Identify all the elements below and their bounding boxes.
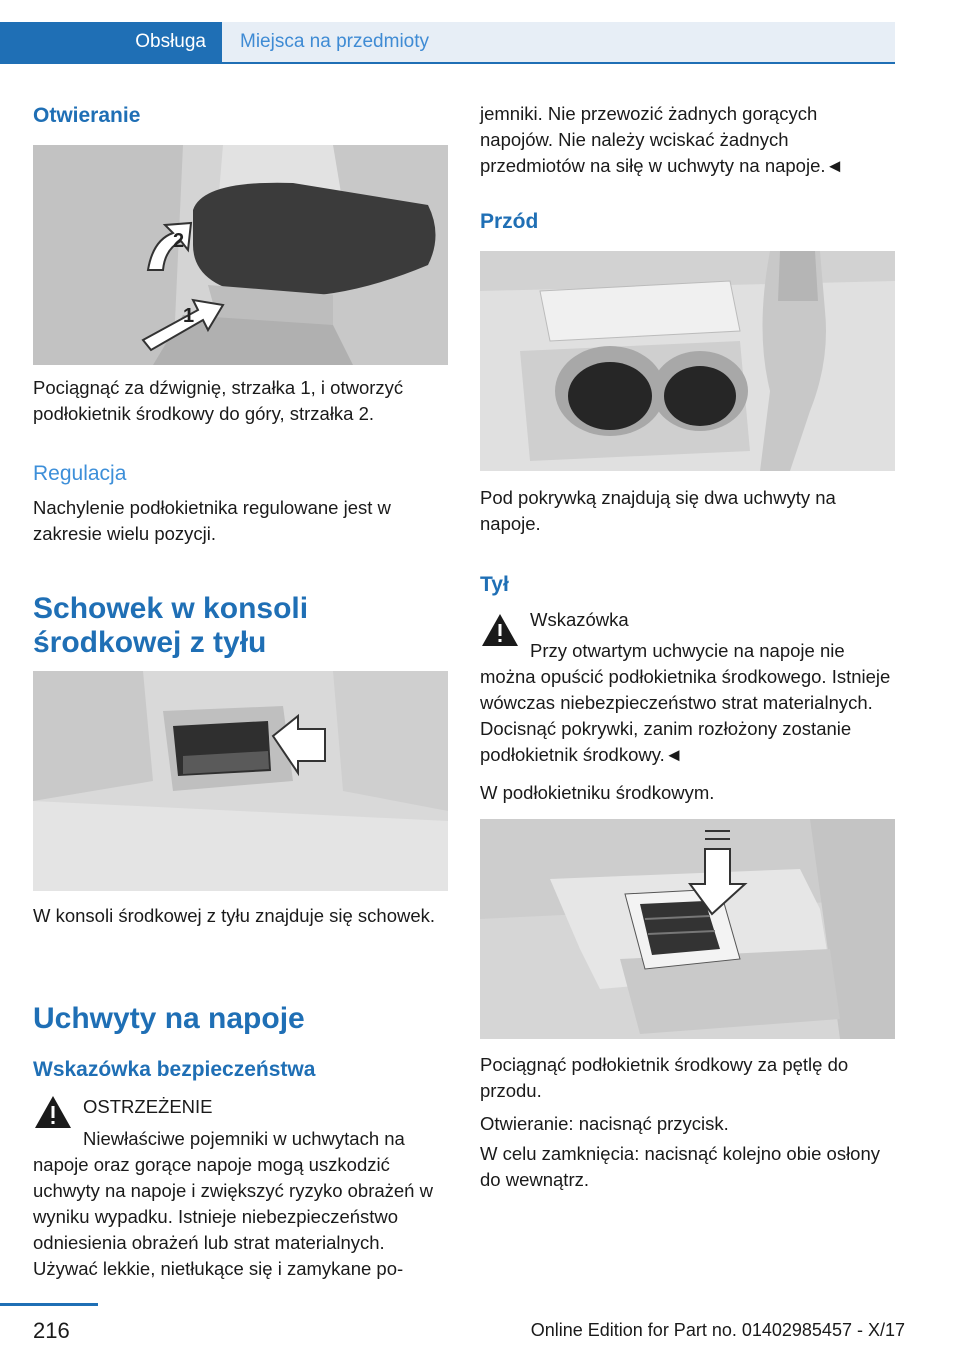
footer-divider <box>0 1303 98 1306</box>
warning-text: Niewłaściwe pojemniki w uchwytach na napoje oraz gorące napoje mogą uszkodzić uchwyty na napoje i zwiększyć ryzyko obrażeń w wyniku wypadku. Istnieje niebezpieczeństwo odniesienia obrażeń lub strat materialnych. Używać lekkie, nietłukące się i zamykane po- <box>33 1128 433 1279</box>
text-w-podlokietniku: W podłokietniku środkowym. <box>480 782 715 803</box>
warning-title: OSTRZEŻENIE <box>83 1096 213 1117</box>
tab-obsluga[interactable]: Obsługa <box>0 22 222 62</box>
text-pociagnac: Pociągnąć podłokietnik środkowy za pętlę do przodu. <box>480 1054 849 1101</box>
text-schowek: W konsoli środkowej z tyłu znajduje się schowek. <box>33 905 436 926</box>
heading-schowek: Schowek w konsoli środkowej z tyłu <box>33 592 309 659</box>
note-title: Wskazówka <box>530 609 629 630</box>
figure-front-cupholders <box>480 251 895 471</box>
text-warning-continued: jemniki. Nie przewozić żadnych gorących napojów. Nie należy wciskać żadnych przedmiotów na siłę w uchwyty na napoje.◄ <box>480 103 844 176</box>
figure-rear-armrest-cupholders <box>480 819 895 1039</box>
heading-uchwyty: Uchwyty na napoje <box>33 1002 305 1035</box>
heading-wskazowka-bezpieczenstwa: Wskazówka bezpieczeństwa <box>33 1058 316 1081</box>
heading-tyl: Tył <box>480 573 509 596</box>
text-regulacja: Nachylenie podłokietnika regulowane jest w zakresie wielu pozycji. <box>33 497 391 544</box>
heading-przod: Przód <box>480 210 539 233</box>
edition-note: Online Edition for Part no. 01402985457 - X/17 <box>530 1320 905 1340</box>
text-zamkniecie: W celu zamknięcia: nacisnąć kolejno obie osłony do wewnątrz. <box>480 1143 881 1190</box>
warning-triangle-icon <box>33 1094 73 1130</box>
callout-arrow-2: 2 <box>173 230 185 252</box>
heading-regulacja: Regulacja <box>33 462 127 485</box>
text-otwieranie-przycisk: Otwieranie: nacisnąć przycisk. <box>480 1113 729 1134</box>
text-otwieranie: Pociągnąć za dźwignię, strzałka 1, i otworzyć podłokietnik środkowy do góry, strzałka 2. <box>33 377 404 424</box>
page-number: 216 <box>33 1318 70 1343</box>
figure-rear-console-compartment <box>33 671 448 891</box>
note-text: Przy otwartym uchwycie na napoje nie można opuścić podłokietnika środkowego. Istnieje wówczas niebezpieczeństwo strat materialnych. Docisnąć pokrywki, zanim rozłożony zostanie podłokietnik środkowy.◄ <box>480 640 891 765</box>
heading-otwieranie: Otwieranie <box>33 104 141 127</box>
figure-armrest-opening <box>33 145 448 365</box>
callout-arrow-1: 1 <box>183 305 195 327</box>
text-przod: Pod pokrywką znajdują się dwa uchwyty na napoje. <box>480 487 836 534</box>
header-divider <box>0 62 895 64</box>
tab-miejsca-na-przedmioty[interactable]: Miejsca na przedmioty <box>222 22 895 62</box>
header-bar <box>0 22 895 62</box>
